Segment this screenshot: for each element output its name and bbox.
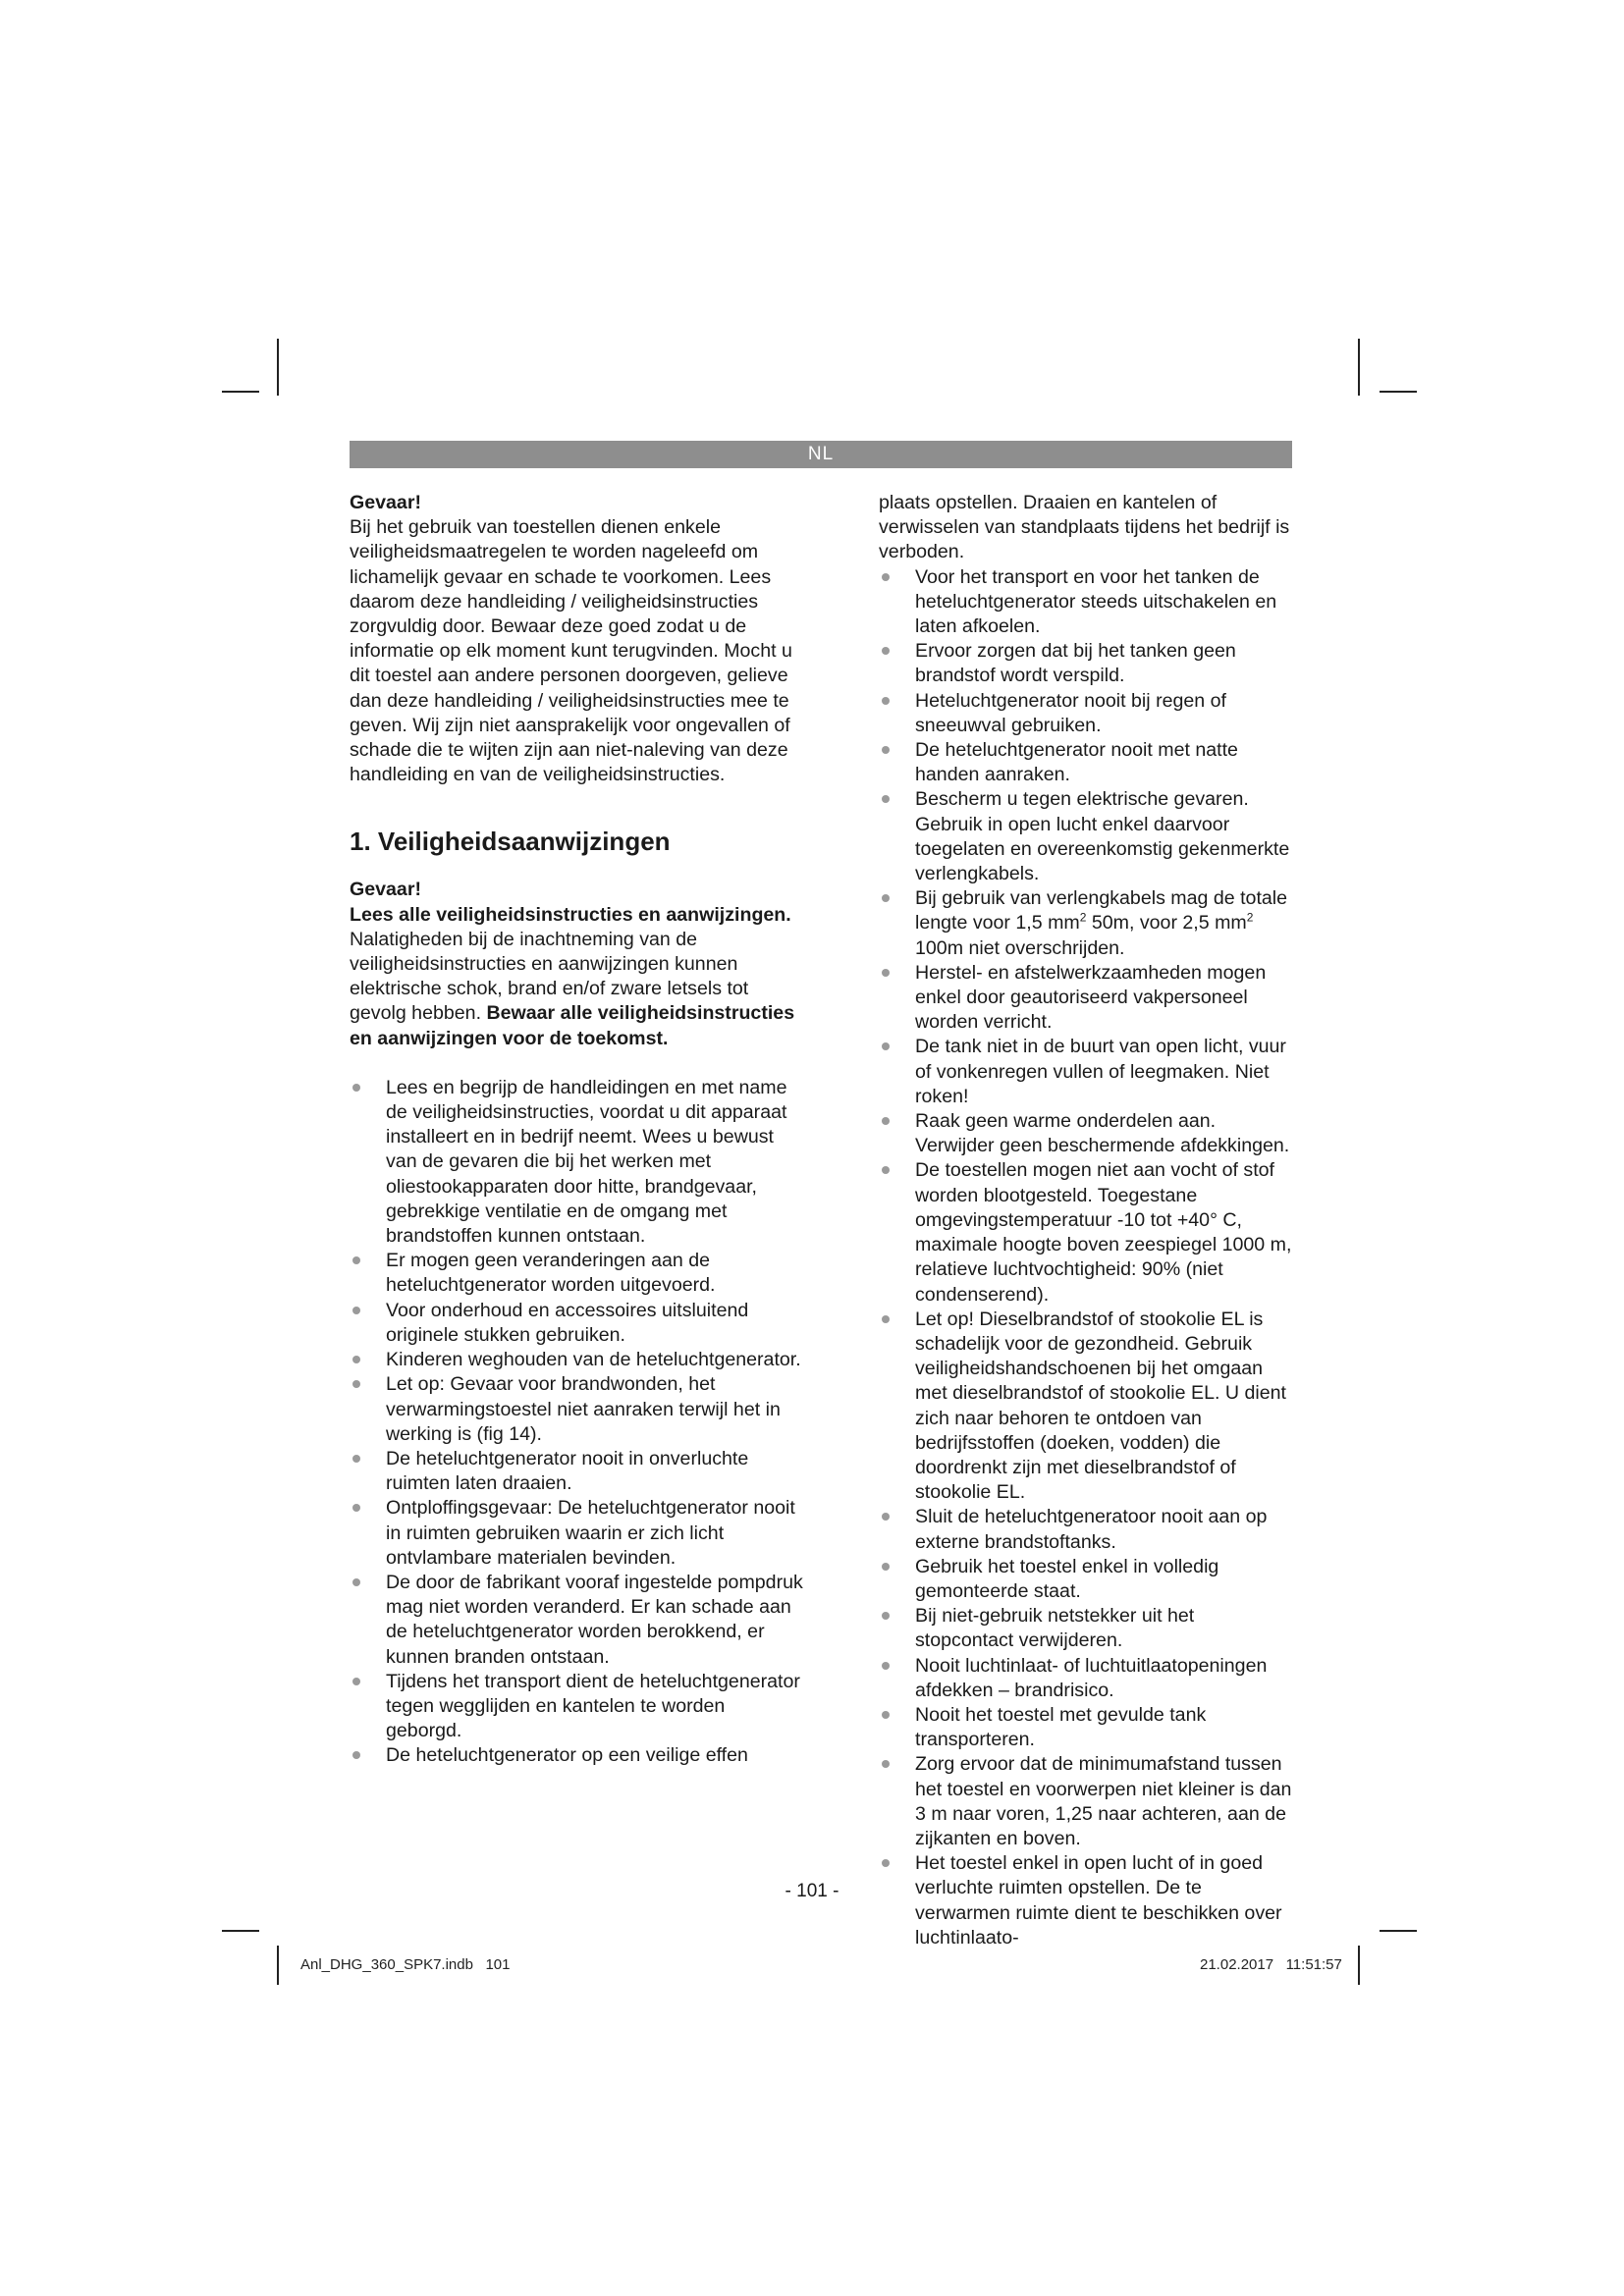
danger-text: Nalatigheden bij de inachtneming van de veiligheidsinstructies en aanwijzingen kunnen elektrische schok, brand en/of zware letsels tot gevolg hebben. — [350, 928, 749, 1025]
list-item: De door de fabrikant vooraf ingestelde pompdruk mag niet worden veranderd. Er kan schade aan de heteluchtgenerator worden berokkend, er kunnen branden ontstaan. — [350, 1571, 803, 1670]
list-item: Bescherm u tegen elektrische gevaren. Gebruik in open lucht enkel daarvoor toegelaten en overeenkomstig gekenmerkte verlengkabels. — [879, 787, 1296, 886]
list-item: De heteluchtgenerator nooit met natte handen aanraken. — [879, 738, 1296, 787]
crop-mark-top-right-v — [1358, 339, 1360, 396]
list-item: Heteluchtgenerator nooit bij regen of sneeuwval gebruiken. — [879, 689, 1296, 738]
crop-mark-top-left-h — [222, 391, 259, 393]
cable-pre: Bij gebruik van verlengkabels mag de totale lengte voor 1,5 mm — [915, 887, 1288, 934]
danger-bold-2: Bewaar alle veiligheidsinstructies en aanwijzingen voor de toekomst. — [350, 1002, 795, 1049]
cable-sup-2: 2 — [1246, 910, 1254, 925]
intro-danger-title: Gevaar! — [350, 492, 421, 513]
list-item: Tijdens het transport dient de heteluchtgenerator tegen wegglijden en kantelen te worden geborgd. — [350, 1670, 803, 1744]
list-item: Bij niet-gebruik netstekker uit het stopcontact verwijderen. — [879, 1604, 1296, 1653]
crop-mark-bottom-right-h — [1380, 1930, 1417, 1932]
section-title: 1. Veiligheidsaanwijzingen — [350, 827, 671, 857]
list-item: De heteluchtgenerator nooit in onverluchte ruimten laten draaien. — [350, 1447, 803, 1496]
list-item: Er mogen geen veranderingen aan de heteluchtgenerator worden uitgevoerd. — [350, 1249, 803, 1298]
crop-mark-top-right-h — [1380, 391, 1417, 393]
list-item: De toestellen mogen niet aan vocht of stof worden blootgesteld. Toegestane omgevingstemperatuur -10 tot +40° C, maximale hoogte boven zeespiegel 1000 m, relatieve luchtvochtigheid: 90% (niet condenserend). — [879, 1158, 1296, 1307]
left-bullet-list — [350, 1076, 803, 1769]
list-item: De tank niet in de buurt van open licht, vuur of vonkenregen vullen of leegmaken. Niet roken! — [879, 1035, 1296, 1109]
page-number: - 101 - — [785, 1881, 839, 1901]
list-item: Ervoor zorgen dat bij het tanken geen brandstof wordt verspild. — [879, 639, 1296, 688]
right-bullet-list — [879, 565, 1296, 1950]
crop-mark-top-left-v — [277, 339, 279, 396]
list-item: Zorg ervoor dat de minimumafstand tussen het toestel en voorwerpen niet kleiner is dan 3 m naar voren, 1,25 naar achteren, aan de zijkanten en boven. — [879, 1752, 1296, 1851]
crop-mark-bottom-right-v — [1358, 1946, 1360, 1985]
list-item: Let op: Gevaar voor brandwonden, het verwarmingstoestel niet aanraken terwijl het in werking is (fig 14). — [350, 1372, 803, 1447]
cable-post: 100m niet overschrijden. — [915, 936, 1125, 959]
intro-paragraph: Bij het gebruik van toestellen dienen enkele veiligheidsmaatregelen te worden nageleefd om lichamelijk gevaar en schade te voorkomen. Lees daarom deze handleiding / veiligheidsinstructies zorgvuldig door. Bewaar deze goed zodat u de informatie op elk moment kunt terugvinden. Mocht u dit toestel aan andere personen doorgeven, gelieve dan deze handleiding / veiligheidsinstructies mee te geven. Wij zijn niet aansprakelijk voor ongevallen of schade die te wijten zijn aan niet-naleving van deze handleiding en van de veiligheidsinstructies. — [350, 516, 792, 786]
list-item: De heteluchtgenerator op een veilige effen — [350, 1743, 803, 1768]
list-item: Voor onderhoud en accessoires uitsluitend originele stukken gebruiken. — [350, 1299, 803, 1348]
list-item: Het toestel enkel in open lucht of in goed verluchte ruimten opstellen. De te verwarmen ruimte dient te beschikken over luchtinlaato- — [879, 1851, 1296, 1950]
list-item: Voor het transport en voor het tanken de heteluchtgenerator steeds uitschakelen en laten afkoelen. — [879, 565, 1296, 640]
crop-mark-bottom-left-h — [222, 1930, 259, 1932]
list-item: Herstel- en afstelwerkzaamheden mogen enkel door geautoriseerd vakpersoneel worden verricht. — [879, 961, 1296, 1036]
danger-paragraph — [350, 903, 803, 1051]
cable-sup-1: 2 — [1079, 910, 1087, 925]
footer-datetime: 21.02.2017 11:51:57 — [1200, 1956, 1342, 1973]
danger-title: Gevaar! — [350, 879, 421, 901]
list-item: Sluit de heteluchtgeneratoor nooit aan op externe brandstoftanks. — [879, 1505, 1296, 1554]
left-column — [350, 491, 803, 1769]
list-item: Let op! Dieselbrandstof of stookolie EL is schadelijk voor de gezondheid. Gebruik veiligheidshandschoenen bij het omgaan met dieselbrandstof of stookolie EL. U dient zich naar behoren te ontdoen van bedrijfsstoffen (doeken, vodden) die doordrenkt zijn met dieselbrandstof of stookolie EL. — [879, 1308, 1296, 1506]
language-banner: NL — [350, 441, 1292, 468]
list-item: Raak geen warme onderdelen aan. Verwijder geen beschermende afdekkingen. — [879, 1109, 1296, 1158]
list-item: Ontploffingsgevaar: De heteluchtgenerator nooit in ruimten gebruiken waarin er zich licht ontvlambare materialen bevinden. — [350, 1496, 803, 1571]
list-item: Kinderen weghouden van de heteluchtgenerator. — [350, 1348, 803, 1372]
footer-file: Anl_DHG_360_SPK7.indb 101 — [300, 1956, 511, 1973]
list-item: Gebruik het toestel enkel in volledig gemonteerde staat. — [879, 1555, 1296, 1604]
right-column — [879, 491, 1296, 1950]
continuation-text: plaats opstellen. Draaien en kantelen of verwisselen van standplaats tijdens het bedrijf is verboden. — [879, 492, 1290, 563]
crop-mark-bottom-left-v — [277, 1946, 279, 1985]
list-item: Nooit het toestel met gevulde tank transporteren. — [879, 1703, 1296, 1752]
cable-mid: 50m, voor 2,5 mm — [1086, 912, 1247, 934]
list-item: Lees en begrijp de handleidingen en met name de veiligheidsinstructies, voordat u dit apparaat installeert en in bedrijf neemt. Wees u bewust van de gevaren die bij het werken met oliestookapparaten door hitte, brandgevaar, gebrekkige ventilatie en de omgang met brandstoffen kunnen ontstaan. — [350, 1076, 803, 1249]
list-item: Nooit luchtinlaat- of luchtuitlaatopeningen afdekken – brandrisico. — [879, 1654, 1296, 1703]
list-item-cable — [879, 886, 1296, 961]
danger-bold-1: Lees alle veiligheidsinstructies en aanwijzingen. — [350, 903, 791, 926]
